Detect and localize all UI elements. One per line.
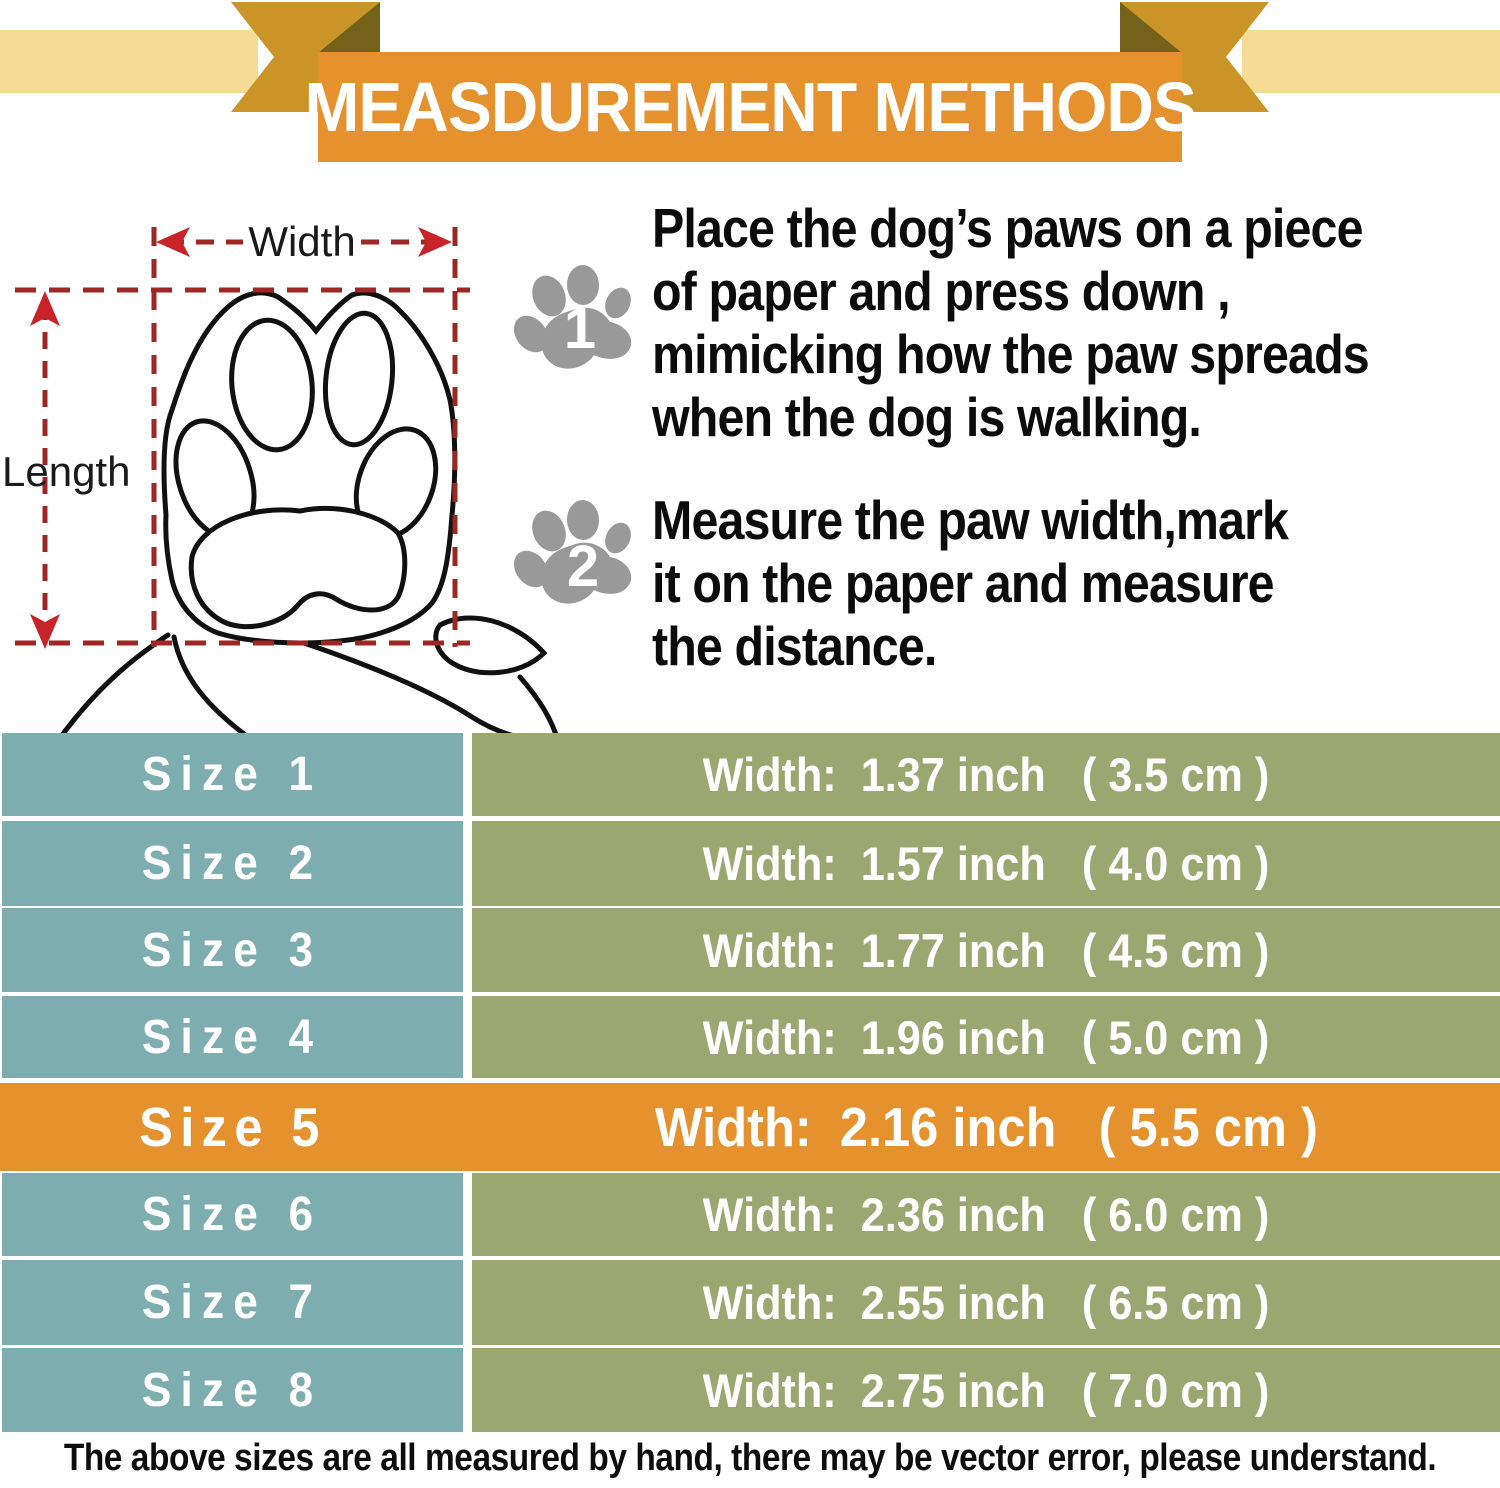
table-row <box>0 821 1500 906</box>
size-cell <box>2 1260 463 1345</box>
instruction-line: Measure the paw width,mark <box>652 489 1289 551</box>
size-label: Size 1 <box>142 748 323 801</box>
table-row <box>0 733 1500 816</box>
width-dimension-label: Width <box>243 219 361 265</box>
table-row <box>0 1348 1500 1432</box>
size-label: Size 8 <box>142 1363 323 1417</box>
step2-number: 2 <box>566 533 600 599</box>
width-cell <box>472 1083 1500 1171</box>
width-value: Width: 1.37 inch ( 3.5 cm ) <box>702 748 1270 801</box>
width-cell <box>472 1173 1500 1256</box>
width-value: Width: 1.77 inch ( 4.5 cm ) <box>702 923 1270 977</box>
size-cell <box>2 996 463 1078</box>
instruction-line: of paper and press down , <box>652 260 1230 322</box>
instruction-line: it on the paper and measure <box>652 552 1274 614</box>
width-cell <box>472 733 1500 816</box>
instruction-line: mimicking how the paw spreads <box>652 323 1369 385</box>
banner-title-wrap <box>304 52 1196 162</box>
width-value: Width: 2.75 inch ( 7.0 cm ) <box>702 1363 1270 1417</box>
width-value: Width: 1.57 inch ( 4.0 cm ) <box>702 837 1270 890</box>
table-row <box>0 1173 1500 1256</box>
size-cell <box>2 908 463 992</box>
size-label: Size 2 <box>142 837 323 890</box>
size-label: Size 4 <box>142 1010 323 1064</box>
width-value: Width: 2.55 inch ( 6.5 cm ) <box>702 1276 1270 1329</box>
instruction-line: when the dog is walking. <box>652 386 1201 448</box>
width-cell <box>472 1348 1500 1432</box>
size-cell <box>2 1083 463 1171</box>
instruction-step2 <box>652 489 1500 678</box>
size-cell <box>2 1173 463 1256</box>
size-label: Size 3 <box>142 923 323 977</box>
size-label: Size 7 <box>142 1276 323 1329</box>
width-cell <box>472 821 1500 906</box>
step1-number: 1 <box>563 295 597 361</box>
paw-outline-sketch <box>60 293 572 741</box>
footer-note: The above sizes are all measured by hand, there may be vector error, please understand. <box>63 1437 1437 1479</box>
width-cell <box>472 1260 1500 1345</box>
width-cell <box>472 996 1500 1078</box>
width-value: Width: 2.16 inch ( 5.5 cm ) <box>654 1096 1318 1158</box>
length-dimension-label: Length <box>2 448 131 495</box>
width-value: Width: 1.96 inch ( 5.0 cm ) <box>702 1010 1270 1064</box>
size-label: Size 5 <box>138 1096 327 1158</box>
instruction-step1 <box>652 197 1500 449</box>
table-row-highlighted <box>0 1083 1500 1171</box>
instruction-line: the distance. <box>652 615 937 677</box>
size-label: Size 6 <box>142 1188 323 1241</box>
instruction-line: Place the dog’s paws on a piece <box>652 197 1363 259</box>
size-cell <box>2 733 463 816</box>
size-cell <box>2 821 463 906</box>
width-cell <box>472 908 1500 992</box>
width-value: Width: 2.36 inch ( 6.0 cm ) <box>702 1188 1270 1241</box>
table-row <box>0 996 1500 1078</box>
table-row <box>0 908 1500 992</box>
size-cell <box>2 1348 463 1432</box>
ribbon-strip-right <box>1242 30 1500 93</box>
ribbon-strip-left <box>0 30 258 93</box>
banner-title: MEASDUREMENT METHODS <box>304 68 1196 146</box>
table-row <box>0 1260 1500 1345</box>
